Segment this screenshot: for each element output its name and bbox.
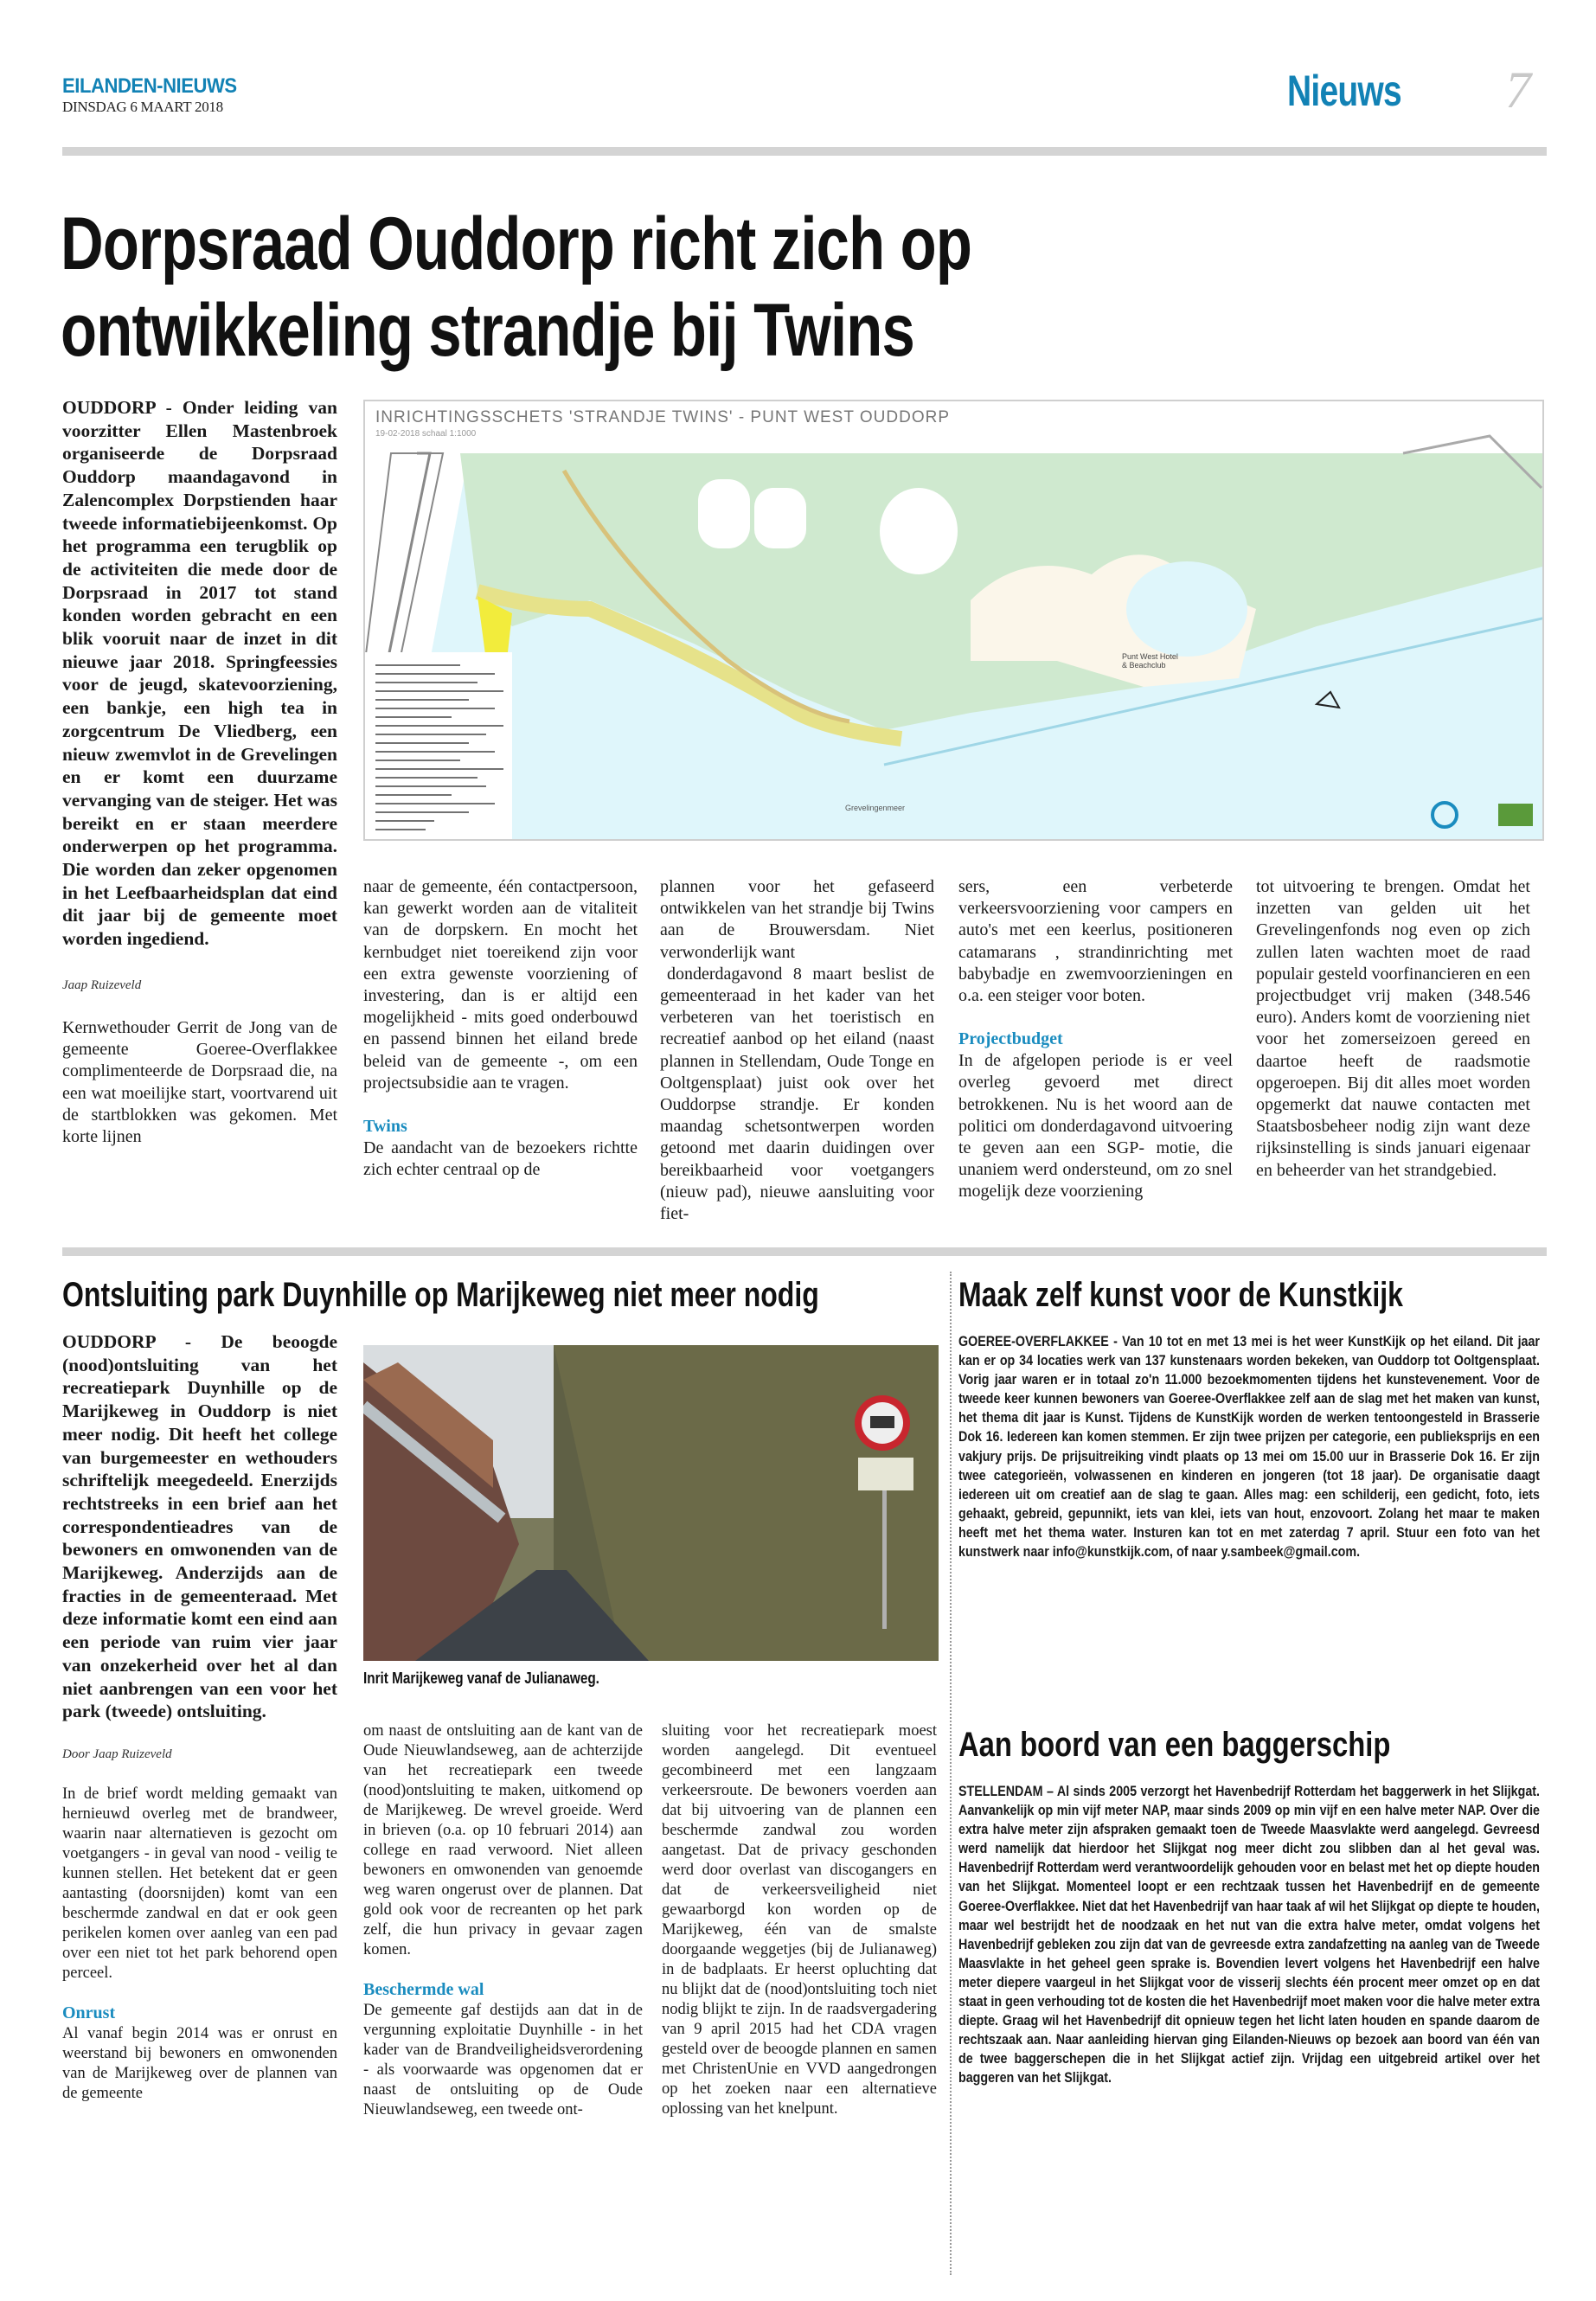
article1-column-1 <box>62 396 337 1148</box>
article-body: donderdagavond 8 maart beslist de gemeenteraad in het kader van het verbeteren van het toeristisch en recreatief aanbod op het eiland (naast plannen in Stellendam, Oude Tonge en Ooltgensplaat) juist ook over het Ouddorpse strandje. Er konden maandag schetsontwerpen worden getoond met daarin duidingen over bereikbaarheid voor voetgangers (nieuw pad), nieuwe aansluiting voor fiet- <box>660 964 934 1224</box>
article1-column-3 <box>660 876 934 1225</box>
subhead-twins: Twins <box>363 1117 407 1137</box>
article1-column-2 <box>363 876 638 1181</box>
article1-column-4 <box>958 876 1233 1203</box>
byline: Jaap Ruizeveld <box>62 977 142 992</box>
brief2-body: STELLENDAM – Al sinds 2005 verzorgt het Havenbedrijf Rotterdam het baggerwerk in het Slijkgat. Aanvankelijk op min vijf meter NAP, maar sinds 2009 op min vijf en een halve meter NAP. Over die extra halve meter zijn afspraken gemaakt toen de Tweede Maasvlakte werd aangelegd. Gevreesd werd namelijk dat hierdoor het Slijkgat nog meer dicht zou slibben dan al het geval was. Havenbedrijf Rotterdam werd verantwoordelijk gehouden voor en belast met het op diepte houden van het Slijkgat. Momenteel loopt er een rechtzaak tussen het Havenbedrijf en de gemeente Goeree-Overflakkee. Niet dat het Havenbedrijf van haar taak af wil het Slijkgat op diepte te houden, maar wel bestrijdt het de noodzaak en het nut van die extra halve meter, omdat volgens het Havenbedrijf gebleken zou zijn dat van de gevreesde extra zandafzetting na aanleg van de Tweede Maasvlakte in het geheel geen sprake is. Bovendien levert volgens het Havenbedrijf een halve meter diepere vaargeul in het Slijkgat voor de visserij slechts één procent meer omzet op en dat staat in geen verhouding tot de kosten die het Havenbedrijf moet maken voor die halve meter extra diepte. Graag wil het Havenbedrijf dit opnieuw tegen het licht laten houden en spande daarom de rechtszaak aan. Naar aanleiding hiervan ging Eilanden-Nieuws op bezoek aan boord van één van de twee baggerschepen die in het Slijkgat actief zijn. Vrijdag een uitgebreid artikel over het baggeren van het Slijkgat. <box>958 1783 1540 2086</box>
plan-map-image <box>363 400 1544 841</box>
brief1-headline: Maak zelf kunst voor de Kunstkijk <box>958 1276 1403 1314</box>
photo-graphic <box>363 1345 939 1661</box>
subhead-projectbudget: Projectbudget <box>958 1029 1063 1049</box>
street-photo <box>363 1345 939 1661</box>
subhead-beschermde-wal: Beschermde wal <box>363 1980 484 1999</box>
headline-line-1: Dorpsraad Ouddorp richt zich op <box>61 202 972 285</box>
map-label-water: Grevelingenmeer <box>845 804 906 812</box>
article-body: Al vanaf begin 2014 was er onrust en weerstand bij bewoners en omwonenden van de Marijkeweg over de plannen van de gemeente <box>62 2025 337 2103</box>
page-number: 7 <box>1505 61 1531 119</box>
article-body: plannen voor het gefaseerd ontwikkelen van het strandje bij Twins aan de Brouwersdam. Niet verwonderlijk want <box>660 877 934 962</box>
subhead-onrust: Onrust <box>62 2003 116 2023</box>
section-rule <box>62 1247 1547 1256</box>
article2-column-2 <box>363 1721 643 2120</box>
article-lead: OUDDORP - Onder leiding van voorzitter Ellen Mastenbroek organiseerde de Dorpsraad Ouddorp maandagavond in Zalencomplex Dorpstienden haar tweede informatiebijeenkomst. Op het programma een terugblik op de activiteiten die mede door de Dorpsraad in 2017 tot stand konden worden gebracht en een blik vooruit naar de inzet in dit nieuwe jaar 2018. Springfeessies voor de jeugd, skatevoorziening, een bankje, een high tea in zorgcentrum De Vliedberg, een nieuw zwemvlot in de Grevelingen en er komt een duurzame vervanging van de steiger. Het was bereikt en er staan meerdere onderwerpen op het programma. Die worden dan zeker opgenomen in het Leefbaarheidsplan dat eind dit jaar bij de gemeente moet worden ingediend. <box>62 397 337 950</box>
article-body: sluiting voor het recreatiepark moest worden aangelegd. Dit eventueel gecombineerd met een langzaam verkeersroute. De bewoners voerden aan dat bij uitvoering van de plannen een beschermde zandwal zou worden aangetast. Dat de privacy geschonden werd door overlast van discogangers en dat de verkeersveiligheid niet gewaarborgd kon worden op de Marijkeweg, één van de smalste doorgaande weggetjes (bij de Julianaweg) in de badplaats. Er heerst opluchting dat nu blijkt dat de (nood)ontsluiting toch niet nodig blijkt te zijn. In de raadsvergadering van 9 april 2015 had het CDA vragen gesteld over de beoogde plannen en samen met ChristenUnie en VVD aangedrongen op het zoeken naar een alternatieve oplossing van het knelpunt. <box>662 1722 937 2118</box>
brief2-headline: Aan boord van een baggerschip <box>958 1726 1391 1764</box>
section-title: Nieuws <box>1287 67 1401 115</box>
headline-line-2: ontwikkeling strandje bij Twins <box>61 289 914 372</box>
map-label-hotel: Punt West Hotel & Beachclub <box>1122 652 1178 670</box>
photo-caption: Inrit Marijkeweg vanaf de Julianaweg. <box>363 1670 599 1687</box>
column-separator <box>950 1272 952 2275</box>
newspaper-logo: EILANDEN-NIEUWS <box>62 74 237 98</box>
byline: Door Jaap Ruizeveld <box>62 1747 172 1761</box>
map-graphic <box>365 401 1544 841</box>
article-body: In de afgelopen periode is er veel overleg gevoerd met direct betrokkenen. Nu is het woord aan de politici om donderdagavond uitvoering te geven aan een SGP- motie, die unaniem werd ondersteund, om zo snel mogelijk deze voorziening <box>958 1051 1233 1202</box>
article-body: De gemeente gaf destijds aan dat in de vergunning exploitatie Duynhille - in het kader van de Brandveiligheidsverordening - als voorwaarde was opgenomen dat er naast de ontsluiting op de Oude Nieuwlandseweg, een tweede ont- <box>363 2002 643 2118</box>
map-subtitle: 19-02-2018 schaal 1:1000 <box>375 429 477 439</box>
article-body: De aandacht van de bezoekers richtte zich echter centraal op de <box>363 1138 638 1180</box>
article-body: In de brief wordt melding gemaakt van hernieuwd overleg met de brandweer, waarin naar alternatieven is gezocht om voetgangers - in geval van nood - veilig te kunnen stellen. Het betekent dat er geen aantasting (doorsnijden) komt van een beschermde zandwal en dat er ook geen perikelen komen over aanleg van een pad over een niet tot het park behorend open perceel. <box>62 1785 337 1983</box>
article1-column-5 <box>1256 876 1530 1182</box>
issue-date: DINSDAG 6 MAART 2018 <box>62 99 223 115</box>
article-headline <box>61 201 972 374</box>
article-lead: OUDDORP - De beoogde (nood)ontsluiting van het recreatiepark Duynhille op de Marijkeweg in Ouddorp is niet meer nodig. Dit heeft het college van burgemeester en wethouders schriftelijk meegedeeld. Enerzijds rechtstreeks in een brief aan het correspondentieadres van de bewoners en omwonenden van de Marijkeweg. Anderzijds aan de fracties in de gemeenteraad. Met deze informatie komt een eind aan een periode van ruim vier jaar van onzekerheid over het al dan niet aanbrengen van een voor het park (tweede) ontsluiting. <box>62 1331 337 1722</box>
article-body: tot uitvoering te brengen. Omdat het inzetten van gelden uit het Grevelingenfonds nog even op zich zullen laten wachten moet de raad populair gesteld voorfinancieren en een projectbudget vrij maken (348.546 euro). Anders komt de voorziening niet voor het zomerseizoen gereed en daartoe heeft de raadsmotie opgeroepen. Bij dit alles moet worden opgemerkt dat nauwe contacten met Staatsbosbeheer nodig zijn want deze rijksinstelling is sinds januari eigenaar en beheerder van het strandgebied. <box>1256 877 1530 1180</box>
article2-column-1 <box>62 1330 337 2104</box>
brief1-body: GOEREE-OVERFLAKKEE - Van 10 tot en met 13 mei is het weer KunstKijk op het eiland. Dit jaar kan er op 34 locaties werk van 137 kunstenaars worden bekeken, van Ouddorp tot Ooltgensplaat. Vorig jaar waren er in totaal zo'n 11.000 bezoekmomenten tijdens het kunstevenement. Voor de tweede keer kunnen bewoners van Goeree-Overflakkee zelf aan de slag met het maken van kunst, het thema dit jaar is Kunst. Tijdens de KunstKijk worden de werken tentoongesteld in Brasserie Dok 16. Iedereen kan komen stemmen. Er zijn twee prijzen per categorie, een publieksprijs en een vakjury prijs. De prijsuitreiking vindt plaats op 13 mei om 15.00 uur in Brasserie Dok 16. Er zijn twee categorieën, volwassenen en kinderen en jongeren (tot 18 jaar). De organisatie daagt iedereen uit om creatief aan de slag te gaan. Alles mag: een schilderij, een gedicht, foto, iets gehaakt, gebreid, gepunnikt, iets van klei, iets van hout, enzovoort. Zolang het maar te maken heeft met het thema water. Insturen kan tot en met zaterdag 7 april. Stuur een foto van het kunstwerk naar info@kunstkijk.com, of naar y.sambeek@gmail.com. <box>958 1333 1540 1561</box>
article-body: naar de gemeente, één contactpersoon, kan gewerkt worden aan de vitaliteit van de dorpskern. En mocht het kernbudget niet toereikend zijn voor een extra gewenste voorziening of investering, dan is er altijd een mogelijkheid - mits goed onderbouwd en passend binnen het eiland brede beleid van de gemeente -, om een projectsubsidie aan te vragen. <box>363 877 638 1093</box>
article-body: sers, een verbeterde verkeersvoorziening voor campers en auto's met een keerlus, positioneren catamarans , strandinrichting met babybadje en zwemvoorzieningen en o.a. een steiger voor boten. <box>958 877 1233 1006</box>
article-body: om naast de ontsluiting aan de kant van de Oude Nieuwlandseweg, aan de achterzijde van het recreatiepark een tweede (nood)ontsluiting te maken, uitkomend op de Marijkeweg. De wrevel groeide. Werd in brieven (o.a. op 10 februari 2014) aan college en raad verwoord. Niet alleen bewoners en omwonenden van genoemde weg waren ongerust over de plannen. Dat gold ook voor de recreanten op het park zelf, die hun privacy in gevaar zagen komen. <box>363 1722 643 1958</box>
article-body: Kernwethouder Gerrit de Jong van de gemeente Goeree-Overflakkee complimenteerde de Dorpsraad die, na een wat moeilijke start, voortvarend uit de startblokken was gekomen. Met korte lijnen <box>62 1018 337 1147</box>
header-rule <box>62 147 1547 156</box>
article2-headline: Ontsluiting park Duynhille op Marijkeweg niet meer nodig <box>62 1276 819 1314</box>
map-title: INRICHTINGSSCHETS 'STRANDJE TWINS' - PUNT WEST OUDDORP <box>375 408 951 426</box>
article2-column-3 <box>662 1721 937 2119</box>
